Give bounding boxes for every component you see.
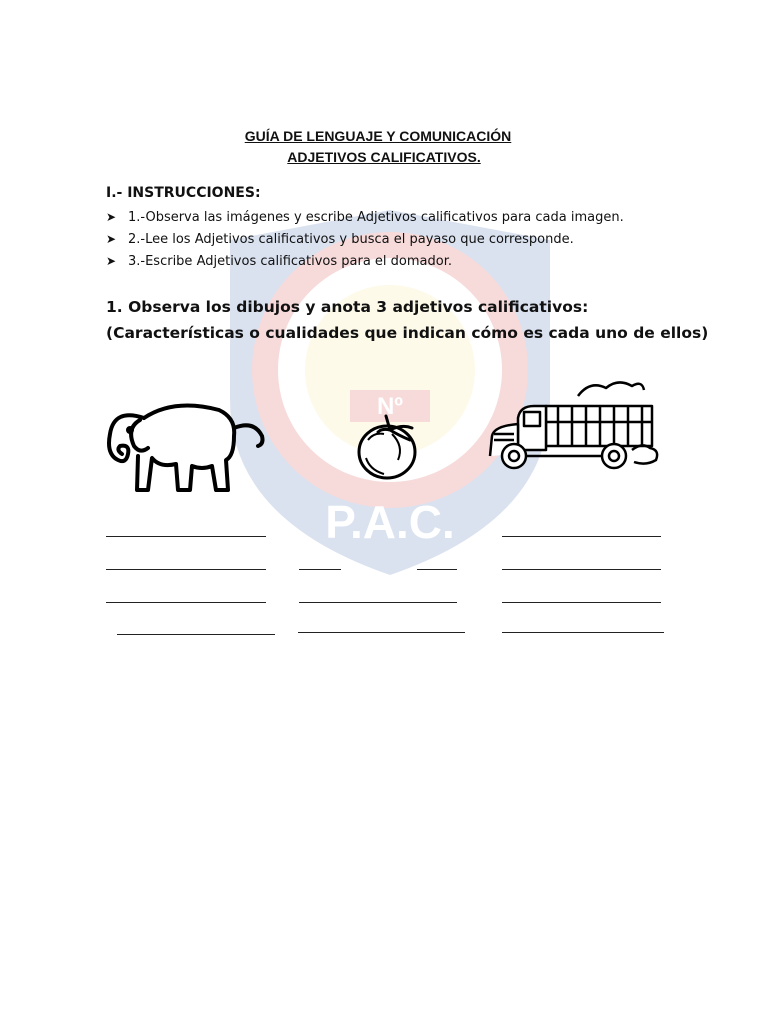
answer-line[interactable] [299,602,457,603]
answer-line[interactable] [502,632,664,633]
answer-line[interactable] [502,602,661,603]
instruction-item [106,207,624,229]
instruction-item [106,229,624,251]
instruction-text: 1.-Observa las imágenes y escribe Adjetivos calificativos para cada imagen. [128,210,624,225]
answer-line[interactable] [502,569,661,570]
answer-line[interactable] [298,632,465,633]
arrow-bullet-icon: ➤ [106,254,117,268]
answer-line[interactable] [106,569,266,570]
guide-title: GUÍA DE LENGUAJE Y COMUNICACIÓN [244,128,512,144]
answer-line[interactable] [417,569,457,570]
answer-line[interactable] [299,569,341,570]
watermark-badge: Nº [376,393,404,420]
arrow-bullet-icon: ➤ [106,210,117,224]
task-line-1: 1. Observa los dibujos y anota 3 adjetivos calificativos: [106,298,589,316]
instructions-heading: I.- INSTRUCCIONES: [106,185,261,201]
answer-line[interactable] [117,634,275,635]
answer-line[interactable] [106,536,266,537]
answer-line[interactable] [106,602,266,603]
task-statement [106,294,708,346]
instruction-text: 2.-Lee los Adjetivos calificativos y busca el payaso que corresponde. [128,232,574,247]
instructions-list [106,207,624,273]
truck-drawing [486,378,662,474]
watermark-pac: P.A.C. [325,496,455,548]
elephant-drawing [104,398,269,498]
arrow-bullet-icon: ➤ [106,232,117,246]
guide-subtitle: ADJETIVOS CALIFICATIVOS. [287,149,481,165]
answer-line[interactable] [502,536,661,537]
task-line-2: (Características o cualidades que indican cómo es cada uno de ellos) [106,324,709,342]
tomato-drawing [354,410,424,482]
instruction-text: 3.-Escribe Adjetivos calificativos para el domador. [128,254,452,269]
instruction-item [106,251,624,273]
